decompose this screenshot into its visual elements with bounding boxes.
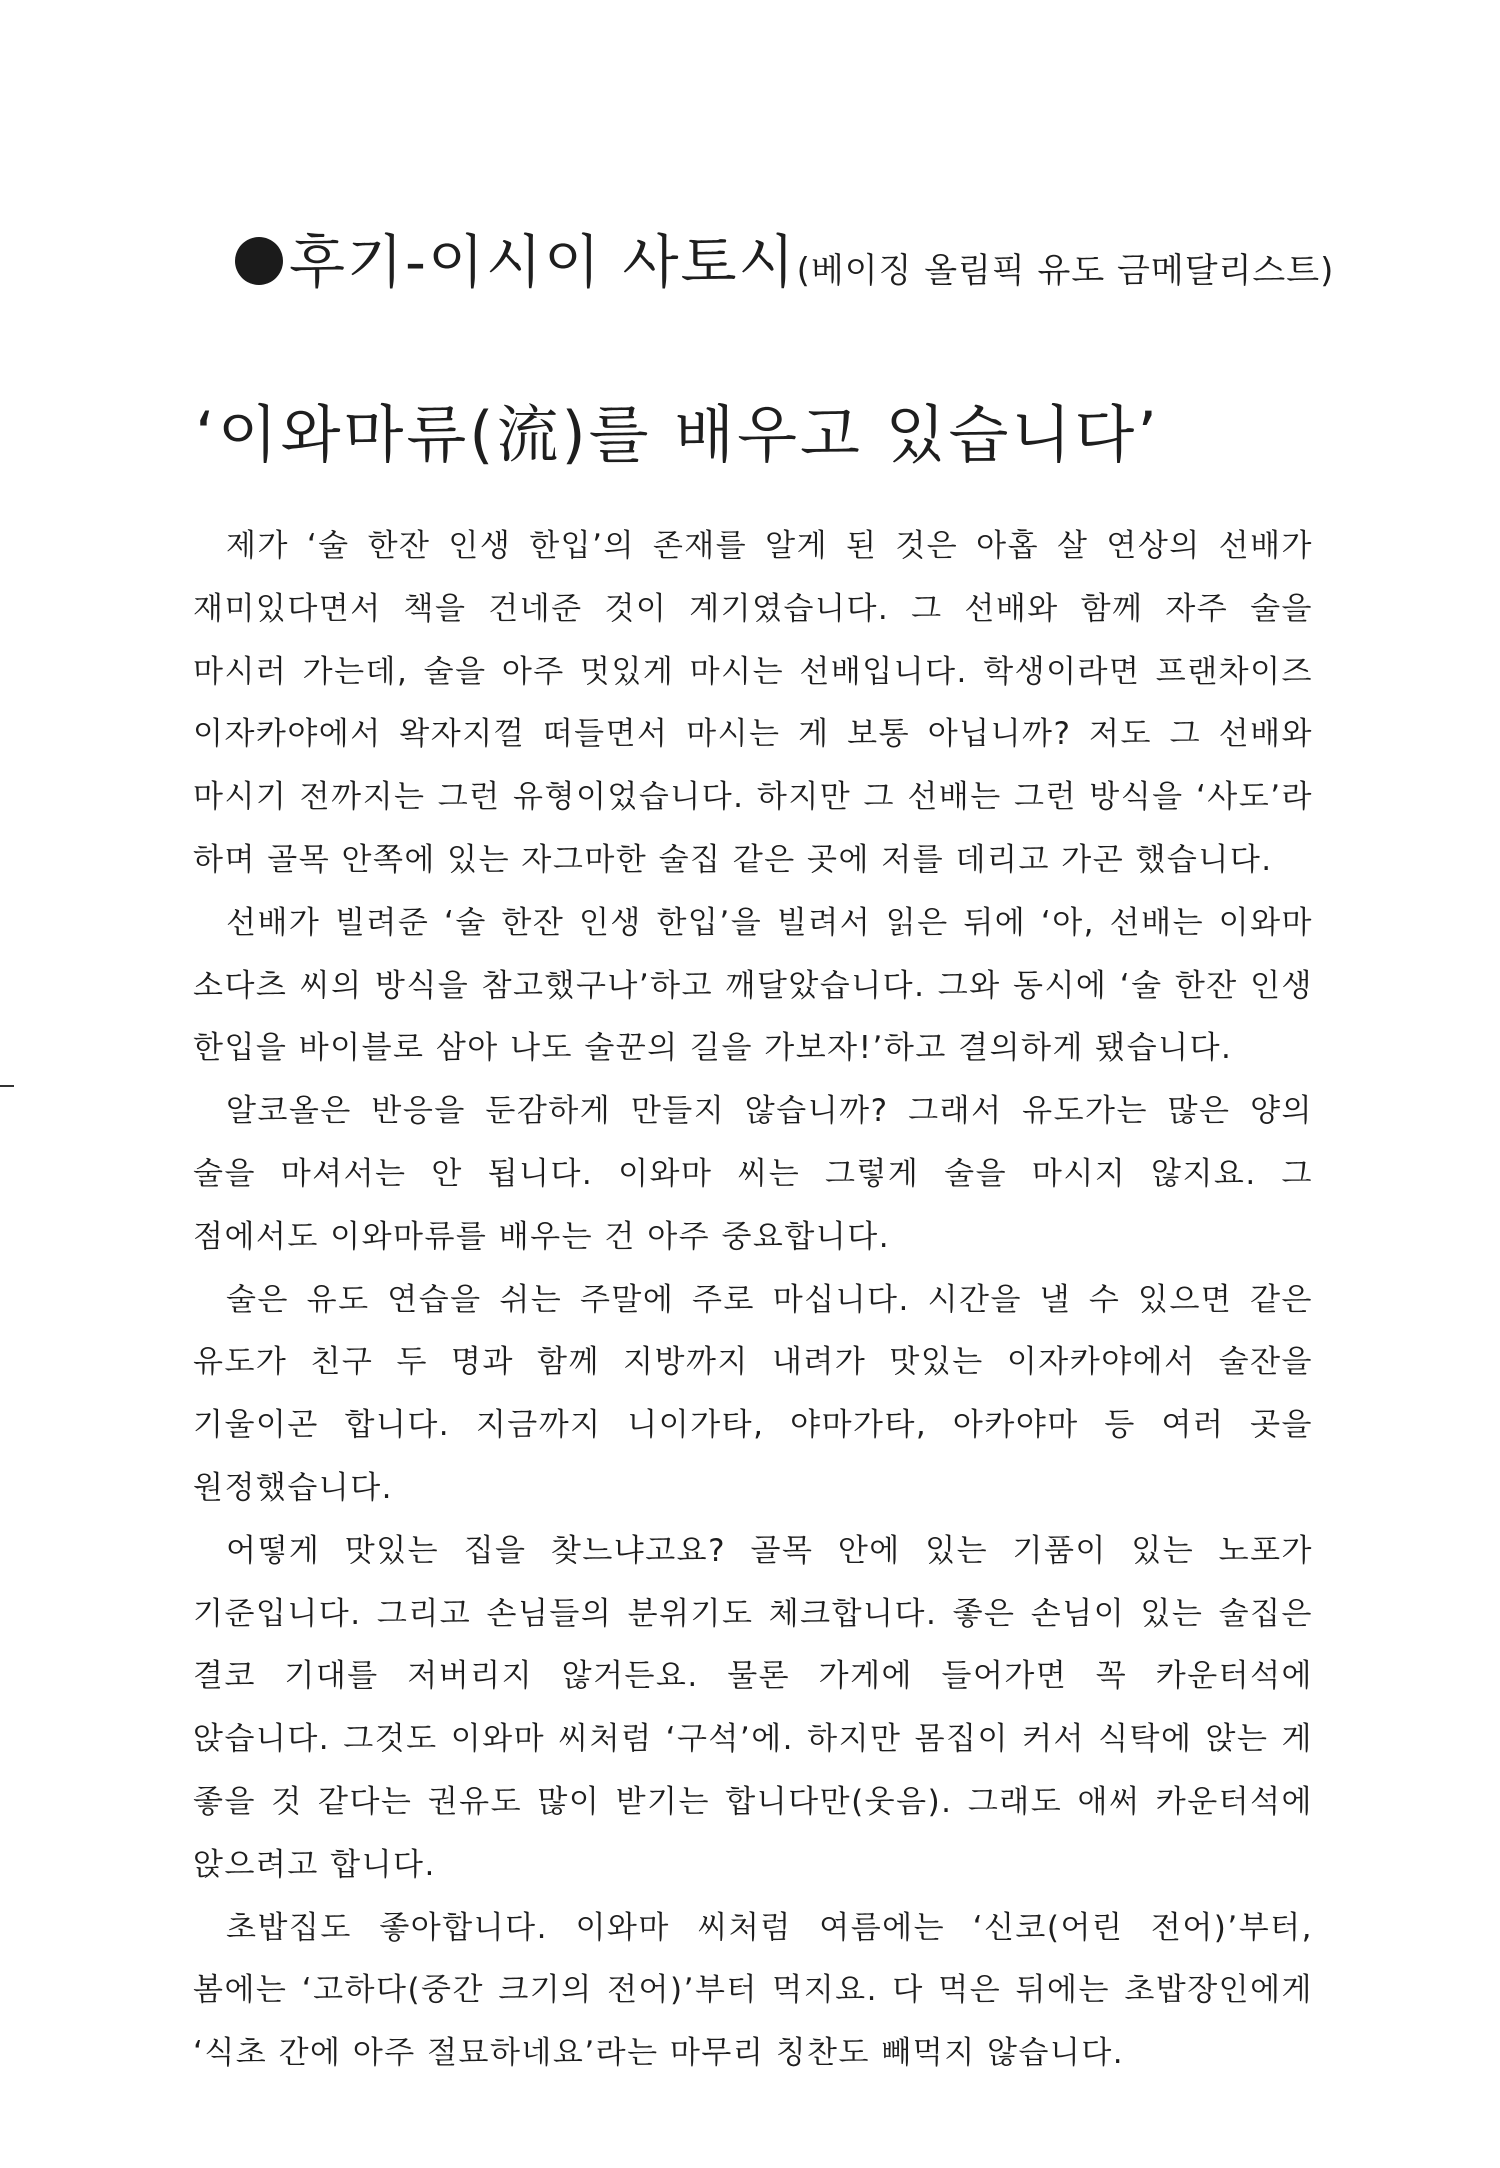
paragraph: 술은 유도 연습을 쉬는 주말에 주로 마십니다. 시간을 낼 수 있으면 같은 유도가 친구 두 명과 함께 지방까지 내려가 맛있는 이자카야에서 술잔을 기울이곤 합니다. 지금까지 니이가타, 야마가타, 아카야마 등 여러 곳을 원정했습니다. <box>193 1281 1313 1506</box>
paragraph: 선배가 빌려준 ‘술 한잔 인생 한입’을 빌려서 읽은 뒤에 ‘아, 선배는 이와마 소다츠 씨의 방식을 참고했구나’하고 깨달았습니다. 그와 동시에 ‘술 한잔 인생 한입을 바이블로 삼아 나도 술꾼의 길을 가보자!’하고 결의하게 됐습니다. <box>193 904 1313 1067</box>
article-title: ‘이와마류(流)를 배우고 있습니다’ <box>195 398 1160 471</box>
section-header-main: 후기-이시이 사토시 <box>289 228 797 296</box>
paragraph: 제가 ‘술 한잔 인생 한입’의 존재를 알게 된 것은 아홉 살 연상의 선배가 재미있다면서 책을 건네준 것이 계기였습니다. 그 선배와 함께 자주 술을 마시러 가는데, 술을 아주 멋있게 마시는 선배입니다. 학생이라면 프랜차이즈 이자카야에서 왁자지껄 떠들면서 마시는 게 보통 아닙니까? 저도 그 선배와 마시기 전까지는 그런 유형이었습니다. 하지만 그 선배는 그런 방식을 ‘사도’라 하며 골목 안쪽에 있는 자그마한 술집 같은 곳에 저를 데리고 가곤 했습니다. <box>193 528 1313 878</box>
paragraph: 어떻게 맛있는 집을 찾느냐고요? 골목 안에 있는 기품이 있는 노포가 기준입니다. 그리고 손님들의 분위기도 체크합니다. 좋은 손님이 있는 술집은 결코 기대를 저버리지 않거든요. 물론 가게에 들어가면 꼭 카운터석에 앉습니다. 그것도 이와마 씨처럼 ‘구석’에. 하지만 몸집이 커서 식탁에 앉는 게 좋을 것 같다는 권유도 많이 받기는 합니다만(웃음). 그래도 애써 카운터석에 앉으려고 합니다. <box>193 1532 1313 1883</box>
margin-mark <box>0 1085 14 1087</box>
section-header-sub: (베이징 올림픽 유도 금메달리스트) <box>796 251 1335 291</box>
bullet-icon <box>235 237 283 285</box>
paragraph: 알코올은 반응을 둔감하게 만들지 않습니까? 그래서 유도가는 많은 양의 술을 마셔서는 안 됩니다. 이와마 씨는 그렇게 술을 마시지 않지요. 그 점에서도 이와마류를 배우는 건 아주 중요합니다. <box>193 1093 1313 1255</box>
section-header <box>235 222 1335 317</box>
paragraph: 초밥집도 좋아합니다. 이와마 씨처럼 여름에는 ‘신코(어린 전어)’부터, 봄에는 ‘고하다(중간 크기의 전어)’부터 먹지요. 다 먹은 뒤에는 초밥장인에게 ‘식초 간에 아주 절묘하네요’라는 마무리 칭찬도 빼먹지 않습니다. <box>193 1909 1313 2072</box>
article-body <box>193 515 1313 2085</box>
